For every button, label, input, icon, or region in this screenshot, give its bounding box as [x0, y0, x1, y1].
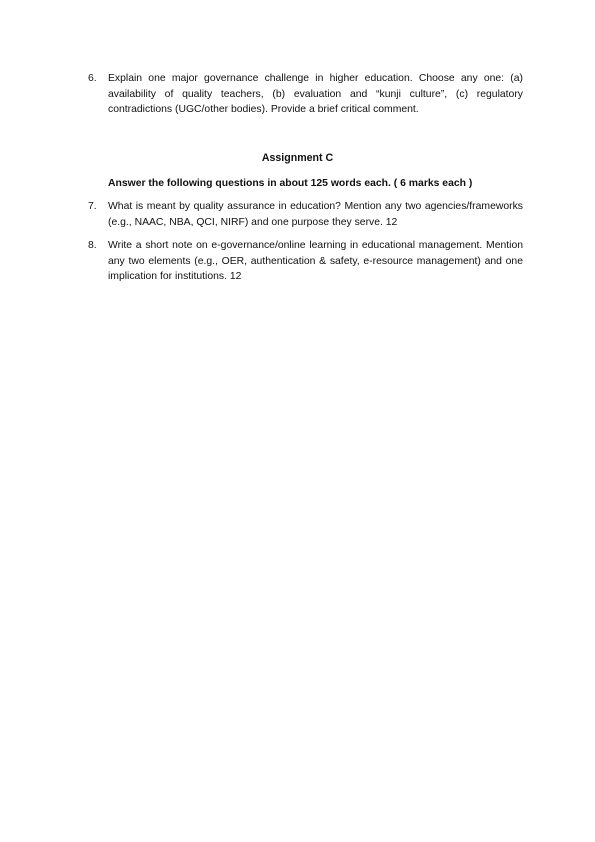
question-number: 8. [88, 240, 97, 251]
assignment-heading: Assignment C [261, 152, 334, 164]
question-text: Write a short note on e-governance/online learning in educational management. Mention any two elements (e.g., OER, authentication & safety, e-resource management) and one implication for institutions. 12 [108, 240, 523, 283]
question-8 [88, 238, 523, 285]
assignment-instruction: Answer the following questions in about 125 words each. ( 6 marks each ) [108, 178, 473, 189]
question-number: 6. [88, 73, 97, 84]
question-number: 7. [88, 201, 97, 212]
question-7 [88, 199, 523, 230]
question-6 [88, 71, 523, 118]
question-text: Explain one major governance challenge in higher education. Choose any one: (a) availability of quality teachers, (b) evaluation and “kunji culture”, (c) regulatory contradictions (UGC/other bodies). Provide a brief critical comment. [108, 73, 523, 116]
question-text: What is meant by quality assurance in education? Mention any two agencies/frameworks (e.g., NAAC, NBA, QCI, NIRF) and one purpose they serve. 12 [108, 201, 523, 228]
